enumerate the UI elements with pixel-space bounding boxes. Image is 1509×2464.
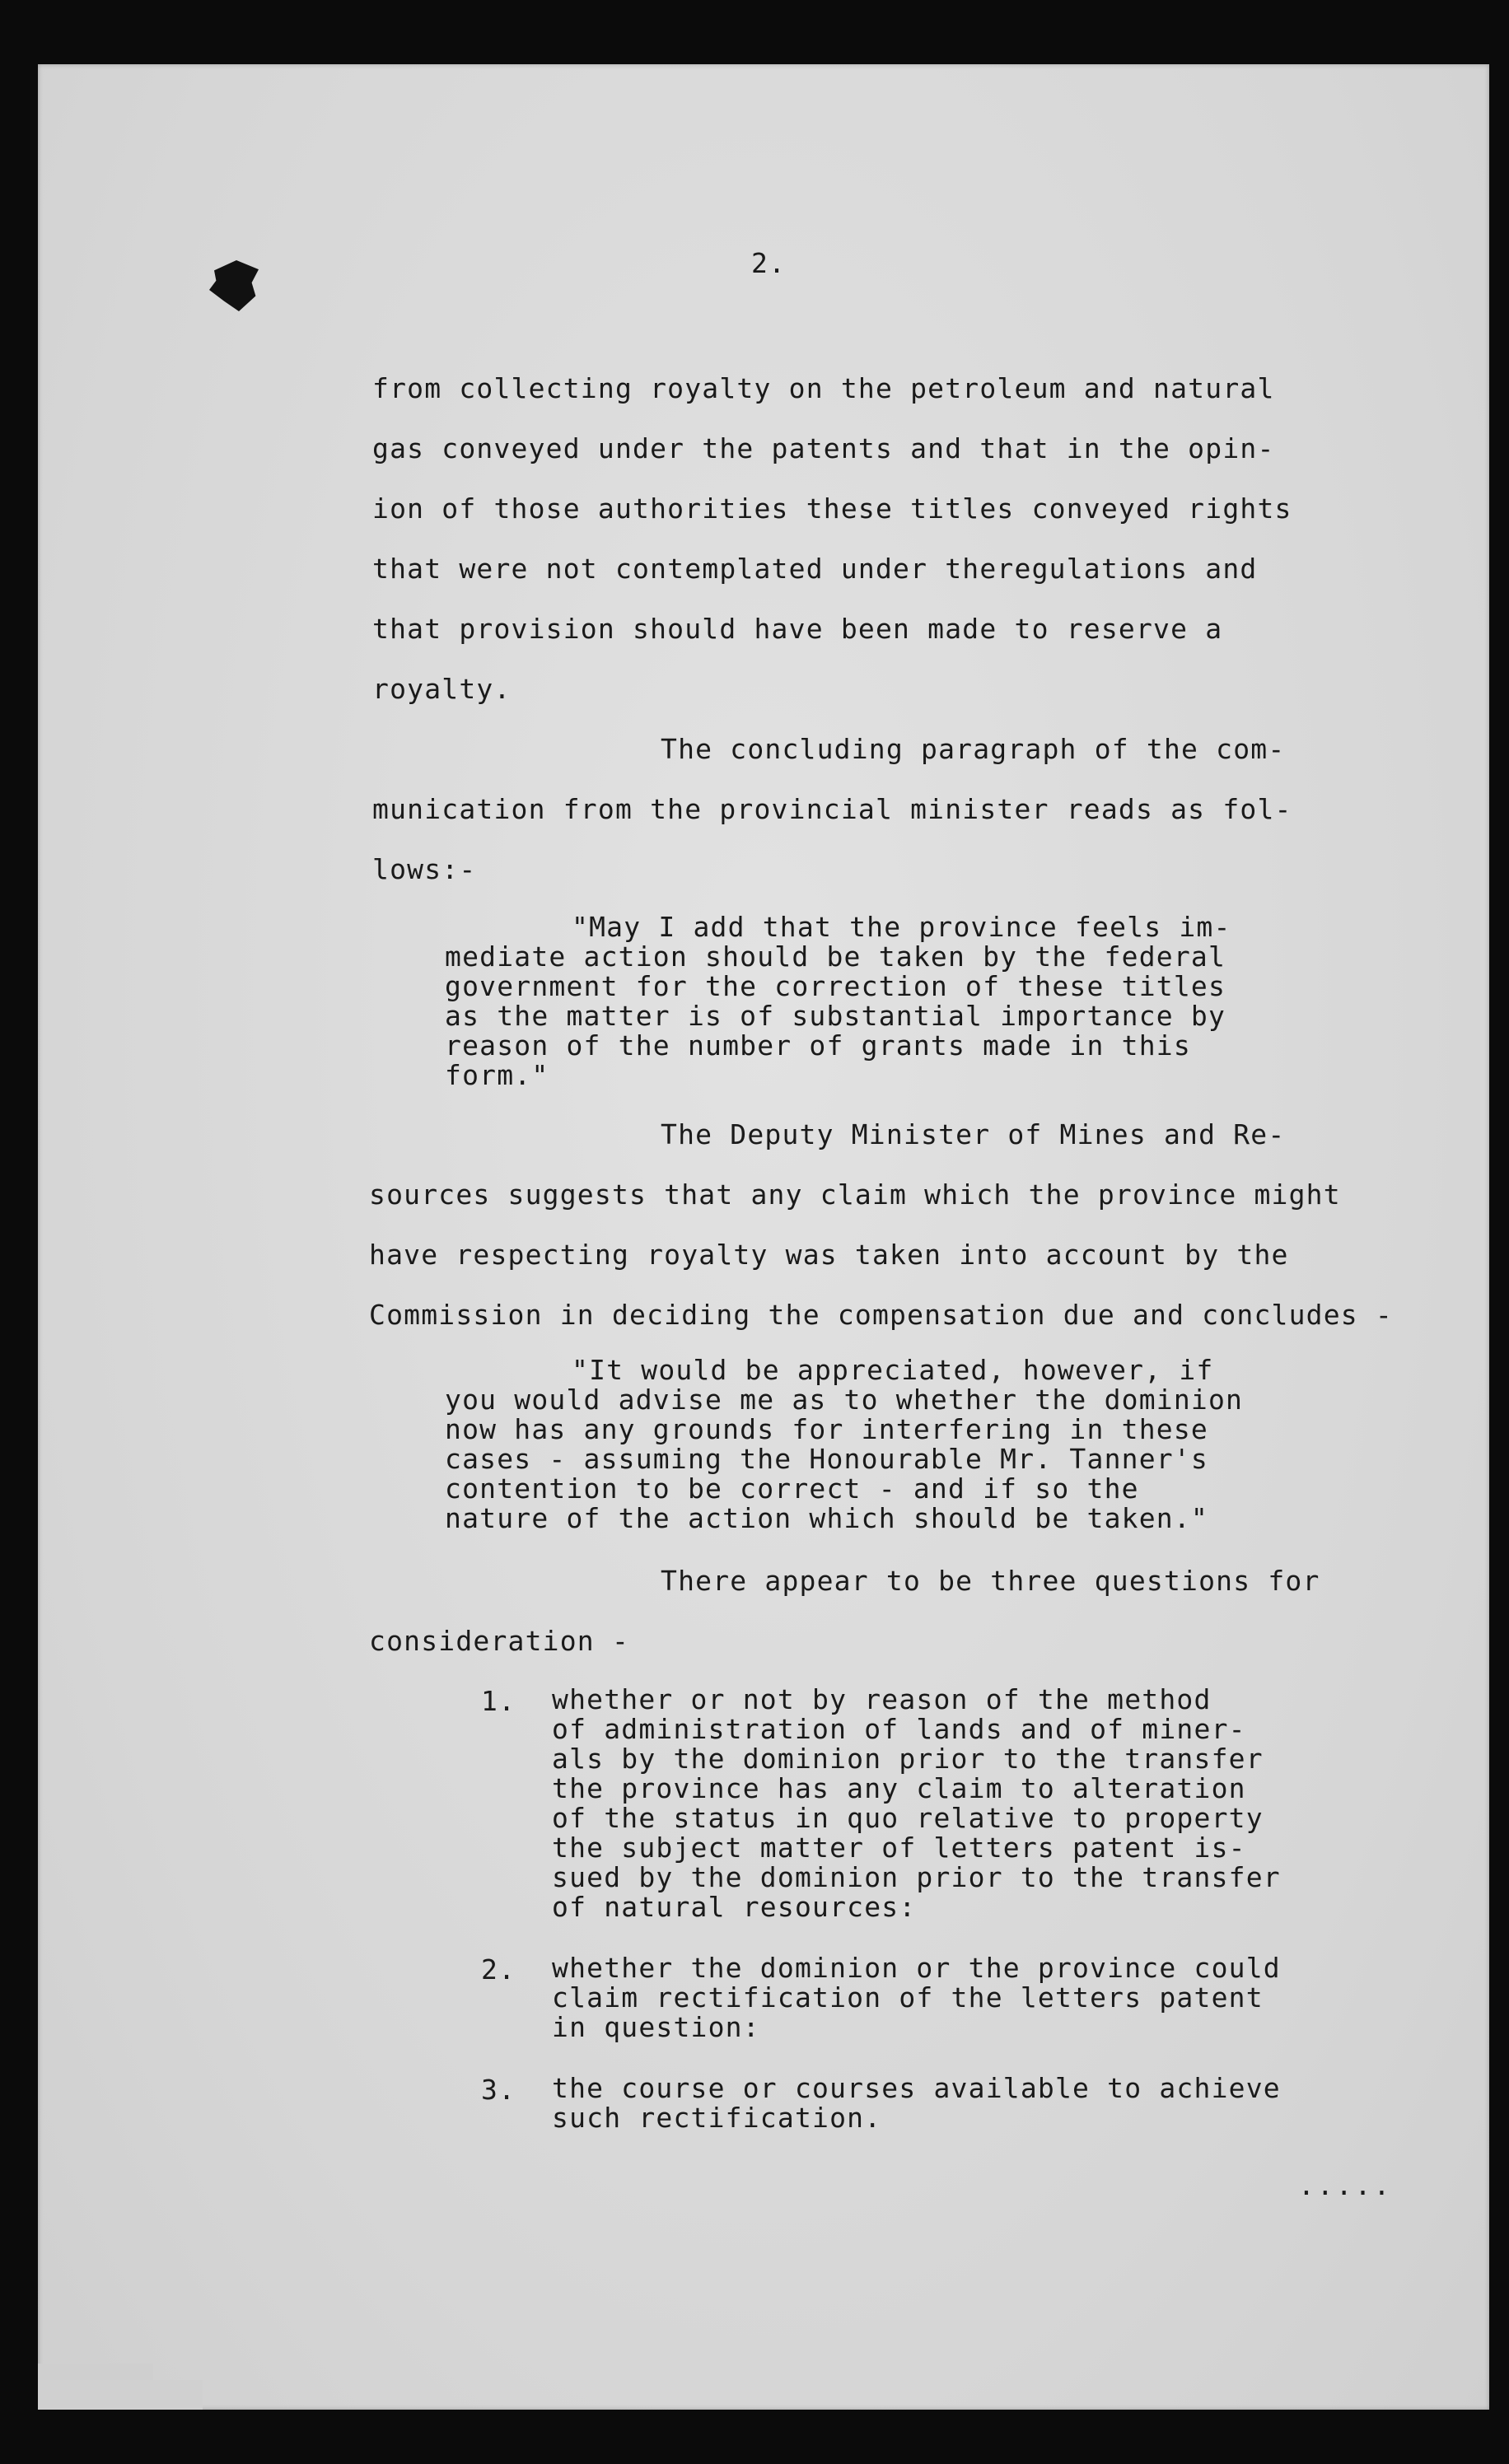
question-line: sued by the dominion prior to the transfer: [552, 1861, 1281, 1893]
question-line: of administration of lands and of miner-: [552, 1713, 1246, 1745]
quote-line: cases - assuming the Honourable Mr. Tanner's: [445, 1443, 1208, 1475]
question-line: the subject matter of letters patent is-: [552, 1832, 1246, 1864]
body-line: lows:-: [372, 853, 477, 885]
body-line: The concluding paragraph of the com-: [661, 733, 1286, 765]
body-line: There appear to be three questions for: [661, 1565, 1320, 1597]
document-page: [38, 64, 1489, 2410]
question-number: 3.: [481, 2074, 516, 2106]
quote-line: reason of the number of grants made in this: [445, 1029, 1191, 1062]
body-line: sources suggests that any claim which the province might: [369, 1178, 1341, 1211]
question-line: the province has any claim to alteration: [552, 1772, 1246, 1804]
question-number: 1.: [481, 1685, 516, 1717]
question-line: whether or not by reason of the method: [552, 1683, 1212, 1715]
question-line: of the status in quo relative to property: [552, 1802, 1264, 1834]
body-line: have respecting royalty was taken into account by the: [369, 1239, 1289, 1271]
question-line: claim rectification of the letters patent: [552, 1981, 1264, 2014]
question-line: in question:: [552, 2011, 760, 2043]
quote-line: now has any grounds for interfering in these: [445, 1413, 1208, 1445]
punch-hole-mark: [209, 260, 259, 311]
question-line: such rectification.: [552, 2102, 882, 2134]
page-number: 2.: [751, 247, 787, 279]
body-line: that provision should have been made to reserve a: [372, 613, 1223, 645]
quote-line: form.": [445, 1059, 549, 1091]
quote-line: mediate action should be taken by the federal: [445, 940, 1226, 973]
body-line: royalty.: [372, 673, 512, 705]
page-edge-tab: [38, 2380, 203, 2410]
body-line: ion of those authorities these titles conveyed rights: [372, 492, 1292, 525]
page-edge-tab: [38, 2364, 153, 2380]
body-line: that were not contemplated under theregulations and: [372, 553, 1258, 585]
quote-line: as the matter is of substantial importance by: [445, 1000, 1226, 1032]
quote-line: "May I add that the province feels im-: [572, 911, 1231, 943]
question-line: of natural resources:: [552, 1891, 917, 1923]
body-line: gas conveyed under the patents and that in the opin-: [372, 432, 1275, 464]
quote-line: government for the correction of these titles: [445, 970, 1226, 1002]
quote-line: contention to be correct - and if so the: [445, 1472, 1139, 1505]
body-line: Commission in deciding the compensation due and concludes -: [369, 1299, 1393, 1331]
quote-line: nature of the action which should be taken.": [445, 1502, 1208, 1534]
quote-line: you would advise me as to whether the dominion: [445, 1384, 1244, 1416]
question-line: als by the dominion prior to the transfer: [552, 1743, 1264, 1775]
body-line: consideration -: [369, 1625, 630, 1657]
body-line: The Deputy Minister of Mines and Re-: [661, 1118, 1286, 1150]
quote-line: "It would be appreciated, however, if: [572, 1354, 1214, 1386]
body-line: munication from the provincial minister reads as fol-: [372, 793, 1292, 825]
body-line: from collecting royalty on the petroleum and natural: [372, 372, 1275, 404]
question-line: whether the dominion or the province could: [552, 1952, 1281, 1984]
continuation-mark: .....: [1298, 2169, 1393, 2201]
question-number: 2.: [481, 1953, 516, 1986]
question-line: the course or courses available to achieve: [552, 2072, 1281, 2104]
